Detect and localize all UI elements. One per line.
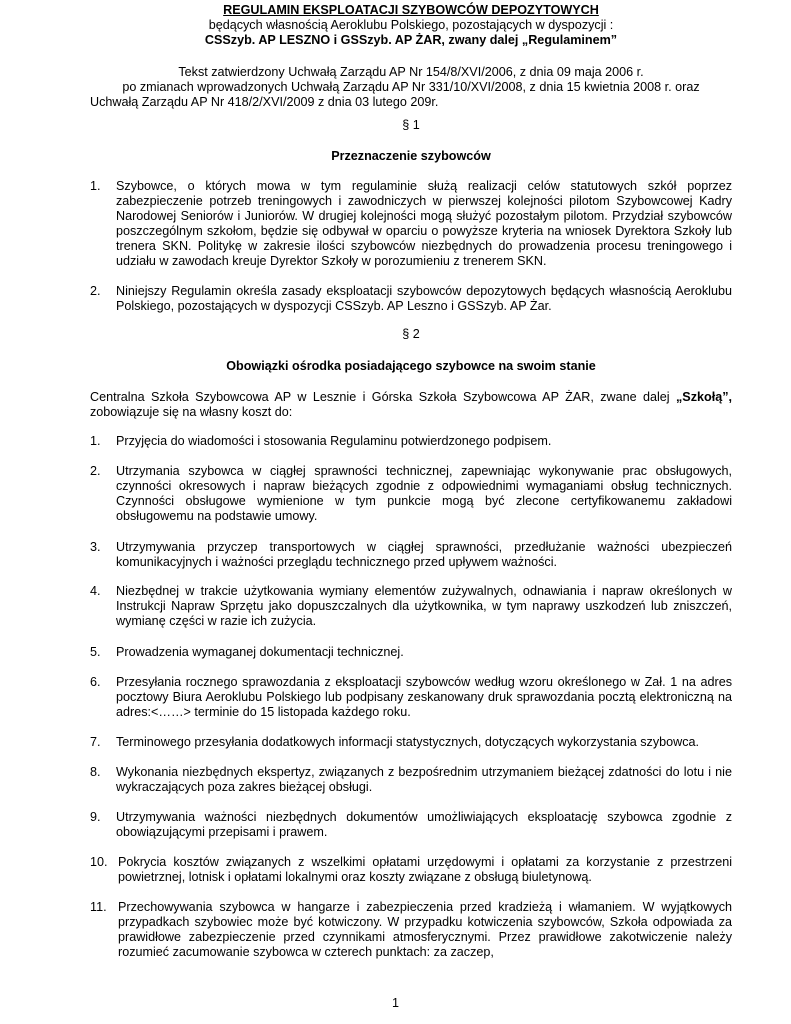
page-number: 1 xyxy=(391,996,399,1010)
list-item-text: Pokrycia kosztów związanych z wszelkimi opłatami urzędowymi i opłatami za korzystanie z przestrzeni powietrznej, lotnisk i opłatami lokalnymi oraz koszty związane z obsługą biuletynową. xyxy=(118,855,732,884)
list-item-text: Szybowce, o których mowa w tym regulaminie służą realizacji celów statutowych szkół poprzez zabezpieczenie potrzeb treningowych i zawodniczych w pierwszej kolejności pilotom Szybowcowej Kadry Narodowej Seniorów i Juniorów. W drugiej kolejności mogą służyć pozostałym pilotom. Przydział szybowców poszczególnym szkołom, będzie się odbywał w oparciu o powyższe kryteria na wniosek Dyrektora Szkoły lub trenera SKN. Politykę w zakresie ilości szybowców niezbędnych do prowadzenia procesu treningowego i udziału w zawodach kreuje Dyrektor Szkoły w porozumieniu z trenerem SKN. xyxy=(116,179,732,268)
list-item-number: 8. xyxy=(90,765,101,779)
list-item-text: Utrzymania szybowca w ciągłej sprawności technicznej, zapewniając wykonywanie prac obsługowych, czynności okresowych i napraw bieżących zgodnie z odpowiednimi wymaganiami obsług technicznych. Czynności obsługowe wymienione w tym punkcie mogą być zlecone certyfikowanemu zakładowi obsługowemu na podstawie umowy. xyxy=(116,464,732,523)
list-item-text: Przechowywania szybowca w hangarze i zabezpieczenia przed kradzieżą i włamaniem. W wyjątkowych przypadkach szybowiec może być kotwiczony. W przypadku kotwiczenia szybowców, Szkoła odpowiada za prawidłowe zabezpieczenie przed czynnikami atmosferycznymi. Przez prawidłowe zakotwiczenie należy rozumieć zacumowanie szybowca w czterech punktach: za zaczep, xyxy=(118,900,732,959)
section-1-mark: § 1 xyxy=(402,118,420,132)
list-item xyxy=(90,765,732,795)
list-item-number: 1. xyxy=(90,434,101,448)
list-item-number: 6. xyxy=(90,675,101,689)
list-item-text: Terminowego przesyłania dodatkowych informacji statystycznych, dotyczących wykorzystania szybowca. xyxy=(116,735,700,749)
list-item-number: 7. xyxy=(90,735,101,749)
list-item xyxy=(90,540,732,570)
section-1-heading: Przeznaczenie szybowców xyxy=(331,149,491,163)
list-item-number: 9. xyxy=(90,810,101,824)
intro-text-end: zobowiązuje się na własny koszt do: xyxy=(90,405,293,419)
list-item xyxy=(90,284,732,314)
section-2-heading: Obowiązki ośrodka posiadającego szybowce na swoim stanie xyxy=(226,359,596,373)
header-line-3: CSSzyb. AP LESZNO i GSSzyb. AP ŻAR, zwany dalej „Regulaminem” xyxy=(204,33,618,47)
list-item-number: 4. xyxy=(90,584,101,598)
list-item-number: 2. xyxy=(90,464,101,478)
list-item xyxy=(90,735,732,750)
list-item-number: 5. xyxy=(90,645,101,659)
list-item-text: Utrzymywania przyczep transportowych w ciągłej sprawności, przedłużanie ważności ubezpieczeń komunikacyjnych i ważności przeglądu technicznego przed upływem ważności. xyxy=(116,540,732,569)
list-item xyxy=(90,434,732,449)
approval-line-2: po zmianach wprowadzonych Uchwałą Zarządu AP Nr 331/10/XVI/2008, z dnia 15 kwietnia 2008 r. oraz xyxy=(122,80,700,94)
list-item-number: 10. xyxy=(90,855,108,869)
document-title: REGULAMIN EKSPLOATACJI SZYBOWCÓW DEPOZYTOWYCH xyxy=(223,3,599,17)
list-item-number: 11. xyxy=(90,900,107,914)
list-item-text: Przyjęcia do wiadomości i stosowania Regulaminu potwierdzonego podpisem. xyxy=(116,434,552,448)
list-item xyxy=(90,584,732,629)
list-item xyxy=(90,810,732,840)
list-item xyxy=(90,675,732,720)
header-line-2: będących własnością Aeroklubu Polskiego, pozostających w dyspozycji : xyxy=(208,18,614,32)
list-item xyxy=(90,645,732,660)
list-item-number: 3. xyxy=(90,540,101,554)
list-item-text: Prowadzenia wymaganej dokumentacji technicznej. xyxy=(116,645,404,659)
list-item xyxy=(90,464,732,524)
intro-school-term: „Szkołą”, xyxy=(676,390,732,404)
intro-text-start: Centralna Szkoła Szybowcowa AP w Lesznie i Górska Szkoła Szybowcowa AP ŻAR, zwane dalej xyxy=(90,390,676,404)
document-header xyxy=(90,3,732,48)
list-item-text: Wykonania niezbędnych ekspertyz, związanych z bezpośrednim utrzymaniem bieżącej zdatności do lotu i nie wykraczających poza zakres bieżącej obsługi. xyxy=(116,765,732,794)
section-2-intro xyxy=(90,390,732,420)
approval-line-3: Uchwałą Zarządu AP Nr 418/2/XVI/2009 z dnia 03 lutego 209r. xyxy=(90,95,439,109)
list-item-number: 1. xyxy=(90,179,101,193)
section-2-mark: § 2 xyxy=(402,327,420,341)
list-item-text: Niniejszy Regulamin określa zasady eksploatacji szybowców depozytowych będących własnością Aeroklubu Polskiego, pozostających w dyspozycji CSSzyb. AP Leszno i GSSzyb. AP Żar. xyxy=(116,284,732,313)
approval-note xyxy=(80,65,742,95)
list-item-text: Przesyłania rocznego sprawozdania z eksploatacji szybowców według wzoru określonego w Zał. 1 na adres pocztowy Biura Aeroklubu Polskiego lub podpisany zeskanowany druk sprawozdania pocztą elektroniczną na adres:<……> terminie do 15 listopada każdego roku. xyxy=(116,675,732,719)
list-item xyxy=(90,900,732,960)
list-item-number: 2. xyxy=(90,284,101,298)
list-item xyxy=(90,855,732,885)
list-item-text: Utrzymywania ważności niezbędnych dokumentów umożliwiających eksploatację szybowca zgodnie z obowiązującymi przepisami i prawem. xyxy=(116,810,732,839)
list-item xyxy=(90,179,732,269)
approval-line-1: Tekst zatwierdzony Uchwałą Zarządu AP Nr 154/8/XVI/2006, z dnia 09 maja 2006 r. xyxy=(178,65,644,79)
list-item-text: Niezbędnej w trakcie użytkowania wymiany elementów zużywalnych, odnawiania i napraw określonych w Instrukcji Napraw Sprzętu jako dopuszczalnych dla użytkownika, w tym naprawy uszkodzeń lub zniszczeń, wymianę części w razie ich zużycia. xyxy=(116,584,732,628)
